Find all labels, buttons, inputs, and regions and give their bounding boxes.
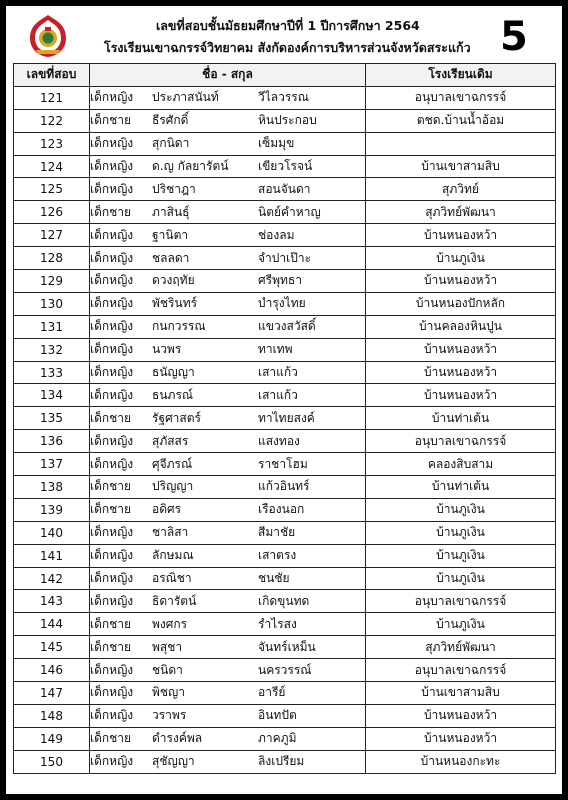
first-name: ชนิดา bbox=[152, 662, 183, 677]
table-row bbox=[14, 247, 556, 270]
first-name: ภาสินธุ์ bbox=[152, 204, 190, 219]
first-name: พสุชา bbox=[152, 639, 183, 654]
full-name-cell bbox=[90, 132, 366, 155]
last-name: วีไลวรรณ bbox=[258, 90, 309, 105]
table-row bbox=[14, 315, 556, 338]
name-prefix: เด็กหญิง bbox=[90, 548, 134, 563]
exam-number-cell: 126 bbox=[14, 201, 90, 224]
exam-number-cell: 122 bbox=[14, 109, 90, 132]
name-prefix: เด็กหญิง bbox=[90, 571, 134, 586]
previous-school-cell: บ้านท่าเต้น bbox=[366, 407, 556, 430]
last-name: แสงทอง bbox=[258, 433, 300, 448]
full-name-cell bbox=[90, 315, 366, 338]
first-name: ศุจีภรณ์ bbox=[152, 456, 193, 471]
first-name: วราพร bbox=[152, 708, 187, 723]
name-prefix: เด็กหญิง bbox=[90, 708, 134, 723]
exam-number-cell: 148 bbox=[14, 704, 90, 727]
name-prefix: เด็กหญิง bbox=[90, 273, 134, 288]
previous-school-cell: คลองสิบสาม bbox=[366, 453, 556, 476]
first-name: ธนภรณ์ bbox=[152, 387, 194, 402]
name-prefix: เด็กชาย bbox=[90, 479, 132, 494]
previous-school-cell: บ้านท่าเต้น bbox=[366, 476, 556, 499]
table-row bbox=[14, 155, 556, 178]
previous-school-cell: บ้านหนองหว้า bbox=[366, 704, 556, 727]
exam-number-cell: 134 bbox=[14, 384, 90, 407]
full-name-cell bbox=[90, 270, 366, 293]
last-name: ราชาโฮม bbox=[258, 456, 308, 471]
previous-school-cell: ตชด.บ้านน้ำอ้อม bbox=[366, 109, 556, 132]
last-name: แก้วอินทร์ bbox=[258, 479, 310, 494]
name-prefix: เด็กหญิง bbox=[90, 387, 134, 402]
table-row bbox=[14, 384, 556, 407]
exam-number-cell: 132 bbox=[14, 338, 90, 361]
first-name: นวพร bbox=[152, 342, 182, 357]
name-prefix: เด็กหญิง bbox=[90, 136, 134, 151]
previous-school-cell: บ้านเขาสามสิบ bbox=[366, 155, 556, 178]
exam-number-cell: 137 bbox=[14, 453, 90, 476]
last-name: เกิดขุนทด bbox=[258, 593, 310, 608]
name-prefix: เด็กชาย bbox=[90, 502, 132, 517]
full-name-cell bbox=[90, 224, 366, 247]
table-body bbox=[14, 86, 556, 773]
table-row bbox=[14, 453, 556, 476]
exam-number-cell: 141 bbox=[14, 544, 90, 567]
room-number: 5 bbox=[500, 14, 528, 60]
first-name: ด.ญ กัลยารัตน์ bbox=[152, 159, 229, 173]
full-name-cell bbox=[90, 682, 366, 705]
full-name-cell bbox=[90, 430, 366, 453]
exam-number-cell: 123 bbox=[14, 132, 90, 155]
table-row bbox=[14, 86, 556, 109]
previous-school-cell: บ้านหนองหว้า bbox=[366, 224, 556, 247]
first-name: ธิดารัตน์ bbox=[152, 593, 197, 608]
name-prefix: เด็กหญิง bbox=[90, 365, 134, 380]
table-header-row bbox=[14, 64, 556, 87]
previous-school-cell: บ้านหนองหว้า bbox=[366, 270, 556, 293]
last-name: จันทร์เหม็น bbox=[258, 639, 316, 654]
table-row bbox=[14, 613, 556, 636]
name-prefix: เด็กหญิง bbox=[90, 159, 134, 173]
name-prefix: เด็กหญิง bbox=[90, 593, 134, 608]
table-row bbox=[14, 567, 556, 590]
last-name: ชนชัย bbox=[258, 571, 290, 586]
last-name: เสาตรง bbox=[258, 548, 297, 563]
first-name: ชลลดา bbox=[152, 250, 190, 265]
first-name: อดิศร bbox=[152, 502, 182, 517]
table-row bbox=[14, 590, 556, 613]
first-name: ดำรงค์พล bbox=[152, 731, 203, 746]
full-name-cell bbox=[90, 567, 366, 590]
exam-number-cell: 138 bbox=[14, 476, 90, 499]
full-name-cell bbox=[90, 155, 366, 178]
table-row bbox=[14, 521, 556, 544]
name-prefix: เด็กหญิง bbox=[90, 227, 134, 242]
full-name-cell bbox=[90, 727, 366, 750]
first-name: ลักษมณ bbox=[152, 548, 194, 563]
last-name: สอนจันดา bbox=[258, 181, 311, 196]
full-name-cell bbox=[90, 178, 366, 201]
full-name-cell bbox=[90, 476, 366, 499]
exam-number-cell: 146 bbox=[14, 659, 90, 682]
previous-school-cell: บ้านหนองหว้า bbox=[366, 361, 556, 384]
full-name-cell bbox=[90, 590, 366, 613]
exam-number-cell: 144 bbox=[14, 613, 90, 636]
last-name: ทาเทพ bbox=[258, 342, 293, 357]
column-header-previous-school: โรงเรียนเดิม bbox=[366, 64, 556, 87]
table-row bbox=[14, 338, 556, 361]
first-name: ดวงฤทัย bbox=[152, 273, 195, 288]
last-name: เซ็มมุข bbox=[258, 136, 295, 151]
school-emblem-icon bbox=[28, 14, 68, 58]
previous-school-cell: สุภวิทย์พัฒนา bbox=[366, 636, 556, 659]
exam-number-cell: 127 bbox=[14, 224, 90, 247]
table-row bbox=[14, 292, 556, 315]
name-prefix: เด็กหญิง bbox=[90, 90, 134, 105]
previous-school-cell: สุภวิทย์ bbox=[366, 178, 556, 201]
first-name: สุชัญญา bbox=[152, 754, 195, 769]
name-prefix: เด็กชาย bbox=[90, 204, 132, 219]
first-name: พงศกร bbox=[152, 616, 188, 631]
exam-number-cell: 133 bbox=[14, 361, 90, 384]
table-row bbox=[14, 682, 556, 705]
exam-number-cell: 130 bbox=[14, 292, 90, 315]
exam-number-cell: 129 bbox=[14, 270, 90, 293]
full-name-cell bbox=[90, 498, 366, 521]
first-name: สุภัสสร bbox=[152, 433, 189, 448]
exam-number-cell: 150 bbox=[14, 750, 90, 773]
name-prefix: เด็กชาย bbox=[90, 410, 132, 425]
last-name: เรืองนอก bbox=[258, 502, 305, 517]
previous-school-cell: บ้านหนองปักหลัก bbox=[366, 292, 556, 315]
name-prefix: เด็กหญิง bbox=[90, 181, 134, 196]
first-name: อรณิชา bbox=[152, 571, 192, 586]
document-page bbox=[6, 6, 562, 794]
name-prefix: เด็กหญิง bbox=[90, 433, 134, 448]
name-prefix: เด็กหญิง bbox=[90, 296, 134, 311]
last-name: แขวงสวัสดิ์ bbox=[258, 319, 316, 334]
name-prefix: เด็กหญิง bbox=[90, 250, 134, 265]
previous-school-cell bbox=[366, 132, 556, 155]
previous-school-cell: บ้านภูเงิน bbox=[366, 521, 556, 544]
full-name-cell bbox=[90, 201, 366, 224]
full-name-cell bbox=[90, 247, 366, 270]
full-name-cell bbox=[90, 750, 366, 773]
table-row bbox=[14, 430, 556, 453]
full-name-cell bbox=[90, 659, 366, 682]
table-row bbox=[14, 224, 556, 247]
full-name-cell bbox=[90, 613, 366, 636]
exam-number-cell: 143 bbox=[14, 590, 90, 613]
previous-school-cell: บ้านภูเงิน bbox=[366, 498, 556, 521]
previous-school-cell: บ้านภูเงิน bbox=[366, 567, 556, 590]
previous-school-cell: บ้านภูเงิน bbox=[366, 544, 556, 567]
last-name: ลิงเปรียม bbox=[258, 754, 305, 769]
previous-school-cell: อนุบาลเขาฉกรรจ์ bbox=[366, 659, 556, 682]
full-name-cell bbox=[90, 86, 366, 109]
name-prefix: เด็กชาย bbox=[90, 113, 132, 128]
last-name: สีมาชัย bbox=[258, 525, 296, 540]
exam-number-cell: 145 bbox=[14, 636, 90, 659]
exam-number-cell: 142 bbox=[14, 567, 90, 590]
exam-number-cell: 147 bbox=[14, 682, 90, 705]
previous-school-cell: บ้านหนองหว้า bbox=[366, 384, 556, 407]
last-name: อินทปัต bbox=[258, 708, 297, 723]
name-prefix: เด็กหญิง bbox=[90, 685, 134, 700]
last-name: เขียวโรจน์ bbox=[258, 159, 313, 173]
table-row bbox=[14, 132, 556, 155]
last-name: นิตย์คำหาญ bbox=[258, 204, 321, 219]
name-prefix: เด็กหญิง bbox=[90, 342, 134, 357]
table-row bbox=[14, 498, 556, 521]
exam-number-cell: 125 bbox=[14, 178, 90, 201]
exam-number-cell: 124 bbox=[14, 155, 90, 178]
name-prefix: เด็กหญิง bbox=[90, 754, 134, 769]
first-name: ฐานิตา bbox=[152, 227, 189, 242]
exam-number-cell: 128 bbox=[14, 247, 90, 270]
full-name-cell bbox=[90, 407, 366, 430]
name-prefix: เด็กหญิง bbox=[90, 319, 134, 334]
column-header-exam-number: เลขที่สอบ bbox=[14, 64, 90, 87]
previous-school-cell: อนุบาลเขาฉกรรจ์ bbox=[366, 590, 556, 613]
previous-school-cell: บ้านคลองหินปูน bbox=[366, 315, 556, 338]
previous-school-cell: บ้านหนองกะทะ bbox=[366, 750, 556, 773]
first-name: สุกนิดา bbox=[152, 136, 190, 151]
table-row bbox=[14, 201, 556, 224]
exam-number-cell: 139 bbox=[14, 498, 90, 521]
first-name: ธีรศักดิ์ bbox=[152, 113, 189, 128]
first-name: พิชญา bbox=[152, 685, 186, 700]
previous-school-cell: อนุบาลเขาฉกรรจ์ bbox=[366, 430, 556, 453]
name-prefix: เด็กชาย bbox=[90, 616, 132, 631]
table-row bbox=[14, 704, 556, 727]
document-title: เลขที่สอบชั้นมัธยมศึกษาปีที่ 1 ปีการศึกษา 2564 bbox=[156, 18, 420, 33]
previous-school-cell: บ้านหนองหว้า bbox=[366, 338, 556, 361]
last-name: หินประกอบ bbox=[258, 113, 317, 128]
exam-number-cell: 121 bbox=[14, 86, 90, 109]
table-row bbox=[14, 476, 556, 499]
exam-number-cell: 149 bbox=[14, 727, 90, 750]
column-header-full-name: ชื่อ - สกุล bbox=[90, 64, 366, 87]
first-name: พัชรินทร์ bbox=[152, 296, 198, 311]
last-name: ศรีพุทธา bbox=[258, 273, 302, 288]
first-name: ประภาสนันท์ bbox=[152, 90, 219, 105]
last-name: รำไรสง bbox=[258, 616, 297, 631]
first-name: ชาลิสา bbox=[152, 525, 189, 540]
table-row bbox=[14, 727, 556, 750]
first-name: ธนัญญา bbox=[152, 365, 195, 380]
first-name: กนกวรรณ bbox=[152, 319, 206, 334]
table-row bbox=[14, 407, 556, 430]
table-row bbox=[14, 178, 556, 201]
full-name-cell bbox=[90, 544, 366, 567]
student-roster-table bbox=[13, 63, 556, 774]
last-name: นครวรรณ์ bbox=[258, 662, 312, 677]
full-name-cell bbox=[90, 338, 366, 361]
table-row bbox=[14, 750, 556, 773]
previous-school-cell: บ้านภูเงิน bbox=[366, 613, 556, 636]
first-name: รัฐศาสตร์ bbox=[152, 410, 201, 425]
name-prefix: เด็กหญิง bbox=[90, 662, 134, 677]
full-name-cell bbox=[90, 384, 366, 407]
table-row bbox=[14, 659, 556, 682]
last-name: เสาแก้ว bbox=[258, 365, 298, 380]
exam-number-cell: 140 bbox=[14, 521, 90, 544]
name-prefix: เด็กชาย bbox=[90, 731, 132, 746]
last-name: จำปาเป๊าะ bbox=[258, 250, 312, 265]
full-name-cell bbox=[90, 453, 366, 476]
table-row bbox=[14, 636, 556, 659]
full-name-cell bbox=[90, 704, 366, 727]
last-name: อารีย์ bbox=[258, 685, 286, 700]
previous-school-cell: บ้านเขาสามสิบ bbox=[366, 682, 556, 705]
last-name: ช่องลม bbox=[258, 227, 295, 242]
name-prefix: เด็กหญิง bbox=[90, 456, 134, 471]
table-row bbox=[14, 361, 556, 384]
full-name-cell bbox=[90, 292, 366, 315]
first-name: ปริญญา bbox=[152, 479, 194, 494]
full-name-cell bbox=[90, 109, 366, 132]
last-name: ทาไทยสงค์ bbox=[258, 410, 315, 425]
last-name: บำรุงไทย bbox=[258, 296, 306, 311]
exam-number-cell: 131 bbox=[14, 315, 90, 338]
previous-school-cell: อนุบาลเขาฉกรรจ์ bbox=[366, 86, 556, 109]
name-prefix: เด็กหญิง bbox=[90, 525, 134, 540]
last-name: เสาแก้ว bbox=[258, 387, 298, 402]
name-prefix: เด็กชาย bbox=[90, 639, 132, 654]
table-row bbox=[14, 270, 556, 293]
previous-school-cell: บ้านภูเงิน bbox=[366, 247, 556, 270]
table-row bbox=[14, 544, 556, 567]
exam-number-cell: 136 bbox=[14, 430, 90, 453]
school-name: โรงเรียนเขาฉกรรจ์วิทยาคม สังกัดองค์การบริหารส่วนจังหวัดสระแก้ว bbox=[104, 40, 471, 55]
last-name: ภาคภูมิ bbox=[258, 731, 297, 746]
exam-number-cell: 135 bbox=[14, 407, 90, 430]
previous-school-cell: บ้านหนองหว้า bbox=[366, 727, 556, 750]
table-row bbox=[14, 109, 556, 132]
full-name-cell bbox=[90, 361, 366, 384]
full-name-cell bbox=[90, 521, 366, 544]
first-name: ปริชาฎา bbox=[152, 181, 196, 196]
previous-school-cell: สุภวิทย์พัฒนา bbox=[366, 201, 556, 224]
full-name-cell bbox=[90, 636, 366, 659]
